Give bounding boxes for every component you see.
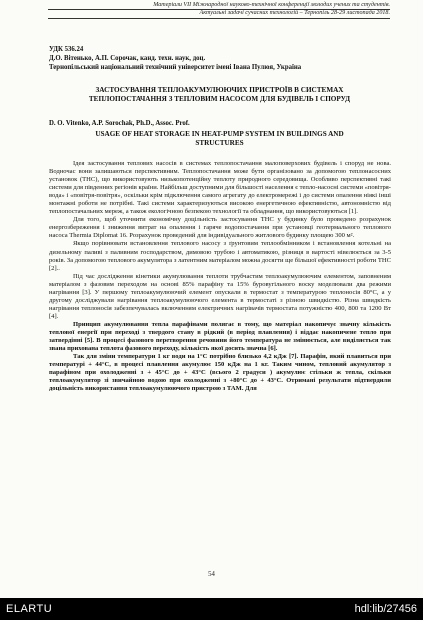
paragraph: Для того, щоб уточнити економічну доцільність застосування ТНС у будинку було проведено розрахунок енергозбереження і зниження витрат на опалення і гаряче водопостачання при установці геотермального теплового насоса Thermia Diplomat 16. Розрахунок проведений для індивідуального житлового будинку площею 300 м². xyxy=(49,216,391,240)
title-ua xyxy=(48,86,391,104)
udk-code: УДК 536.24 xyxy=(49,46,84,53)
title-en xyxy=(48,130,391,148)
institution: Тернопільський національний технічний університет імені Івана Пулюя, Україна xyxy=(49,64,302,71)
paragraph: Якщо порівнювати встановлення теплового насосу з ґрунтовим теплообмінником і встановлення котельні на дизельному паливі з паливним господарством, димовою трубою і автоматикою, різниця в вартості нівелюється за 3-5 років. За допомогою теплового акумулятора з латентним матеріалом можна досягти ще більшої ефективності роботи ТНС [2].. xyxy=(49,240,391,272)
paragraph: Принцип акумулювання тепла парафінами полягає в тому, що матеріал накопичує значну кількість теплової енергії при переході з твердого стану в рідкий (в період плавлення) і віддає накопичене тепло при затвердінні [5]. В процесі фазового перетворення речовини його температура не змінюється, але виділяється так звана прихована теплота фазового переходу, кількість якої досить значна [6]. xyxy=(49,320,391,353)
paragraph: Ідея застосування теплових насосів в системах теплопостачання малоповерхових будівель і споруд не нова. Водночас вони залишаються перспективним. Теплопостачання може бути організовано за допомогою теплонасосних установок (ТНС), що використовують низькопотенційну теплоту природного середовища. Особливо перспективні такі системи для південних регіонів країни. Найбільш доступними для більшості населення є тепло-насосні системи «повітря-вода» і «повітря-повітря», оскільки крім підключення самого агрегату до електромережі і до системи опалення ніякі інші монтажні роботи не потрібні. Такі системи характеризуються високою енергетичною ефективністю, автономністю від теплопостачальних мереж, а також екологічною безпекою технології та обладнання, що використовуються [1]. xyxy=(49,160,391,216)
repository-name: ELARTU xyxy=(6,603,53,615)
title-en-line-2: STRUCTURES xyxy=(195,139,244,148)
page-number: 54 xyxy=(208,571,215,578)
repository-footer xyxy=(0,598,423,620)
authors-ua: Д.О. Вітенько, А.П. Сорочак, канд. техн. наук, доц. xyxy=(49,55,206,62)
paragraph: Так для зміни температури 1 кг води на 1°С потрібно близько 4,2 кДж [7]. Парафін, який плавиться при температурі + 44°С, в процесі плавлення акумулює 150 кДж на 1 кг. Таким чином, тепловий акумулятор з парафіном при охолодженні з + 45°С до + 43°С (всього 2 градуси ) акумулює стільки ж тепла, скільки теплоакумулятор зі звичайною водою при охолодженні з +80°С до + 43°С. Отримані результати підтвердили доцільність використання теплоакумулюючого пристрою з ТАМ. Для xyxy=(49,353,391,393)
title-en-line-1: USAGE OF HEAT STORAGE IN HEAT-PUMP SYSTEM IN BUILDINGS AND xyxy=(95,130,344,138)
running-header-line-2: Актуальні задачі сучасних технологій – Тернопіль 28-29 листопада 2018. xyxy=(199,10,390,16)
paragraph: Під час дослідження кінетики акумулювання теплоти трубчастим теплоакумулюючим елементом, заповненим матеріалом з фазовим переходом на основі 85% парафіну та 15% буровугільного воску моделювали два режими нагрівання [3]. У першому теплоакумулюючий елемент опускали в термостат з температурою теплоносія 80°С, а у другому досліджували нагрівання теплоакумулюючого елемента в термостаті з різною швидкістю. Різна швидкість нагрівання теплоносія забезпечувалась включенням електричних нагрівачів термостата потужністю 400, 800 та 1200 Вт [4]. xyxy=(49,272,391,320)
title-ua-line-1: ЗАСТОСУВАННЯ ТЕПЛОАКУМУЛЮЮЧИХ ПРИСТРОЇВ В СИСТЕМАХ xyxy=(95,86,344,94)
header-rule-2 xyxy=(48,18,390,19)
article-body xyxy=(49,160,391,393)
handle-id: hdl:lib/27456 xyxy=(354,603,417,615)
authors-en: D. O. Vitenko, A.P. Sorochak, Ph.D., Assoc. Prof. xyxy=(49,120,190,127)
running-header-line-1: Матеріали VII Міжнародної науково-технічної конференції молодих учених та студентів. xyxy=(153,2,390,8)
title-ua-line-2: ТЕПЛОПОСТАЧАННЯ З ТЕПЛОВИМ НАСОСОМ ДЛЯ БУДІВЕЛЬ І СПОРУД xyxy=(88,95,351,104)
